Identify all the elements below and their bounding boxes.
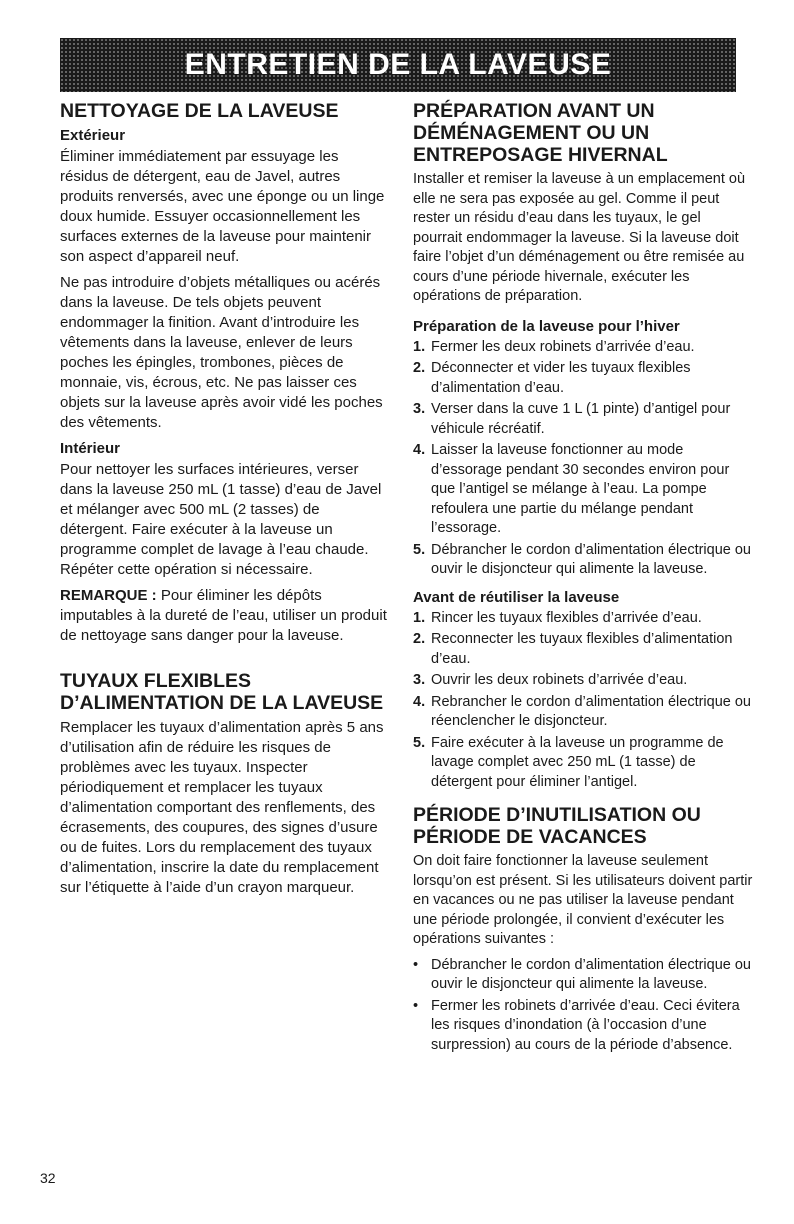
- step-number: 3.: [413, 401, 426, 417]
- prep-heading-line-1: PRÉPARATION AVANT UN: [413, 100, 655, 122]
- list-item: [413, 338, 753, 358]
- cleaning-heading: NETTOYAGE DE LA LAVEUSE: [60, 100, 339, 122]
- note-text: Pour éliminer les dépôts imputables à la dureté de l’eau, utiliser un produit de nettoyage sans danger pour la laveuse.: [60, 587, 387, 644]
- page-number: 32: [40, 1170, 56, 1186]
- note-label: REMARQUE :: [60, 587, 157, 604]
- step-text: Verser dans la cuve 1 L (1 pinte) d’antigel pour véhicule récréatif.: [431, 401, 731, 437]
- right-column: [413, 100, 753, 1063]
- step-text: Déconnecter et vider les tuyaux flexibles d’alimentation d’eau.: [431, 360, 691, 396]
- hoses-heading-line-2: D’ALIMENTATION DE LA LAVEUSE: [60, 692, 384, 714]
- vacation-heading-line-1: PÉRIODE D’INUTILISATION OU: [413, 804, 701, 826]
- section-banner: [60, 38, 736, 92]
- step-text: Reconnecter les tuyaux flexibles d’alimentation d’eau.: [431, 631, 733, 667]
- list-item: [413, 609, 753, 629]
- interior-paragraph: Pour nettoyer les surfaces intérieures, verser dans la laveuse 250 mL (1 tasse) d’eau de Javel et mélanger avec 500 mL (2 tasses) de détergent. Faire exécuter à la laveuse un programme complet de lavage à l’eau chaude. Répéter cette opération si nécessaire.: [60, 461, 382, 578]
- list-item: [413, 441, 753, 539]
- vacation-heading: [413, 804, 753, 848]
- bullet-mark: •: [413, 997, 419, 1014]
- prep-heading-line-3: ENTREPOSAGE HIVERNAL: [413, 144, 668, 166]
- exterior-paragraph-2: Ne pas introduire d’objets métalliques ou acérés dans la laveuse. De tels objets peuvent endommager la finition. Avant d’introduire les vêtements dans la laveuse, enlever de leurs poches les épingles, trombones, pièces de monnaie, vis, écrous, etc. Ne pas laisser ces objets sur la laveuse après avoir vidé les poches des vêtements.: [60, 274, 383, 431]
- list-item: [413, 400, 753, 439]
- step-text: Faire exécuter à la laveuse un programme de lavage complet avec 250 mL (1 tasse) de détergent pour éliminer l’antigel.: [431, 734, 724, 790]
- winter-subheading: Préparation de la laveuse pour l’hiver: [413, 317, 680, 335]
- list-item: [413, 630, 753, 669]
- step-text: Rebrancher le cordon d’alimentation électrique ou réenclencher le disjoncteur.: [431, 693, 751, 729]
- hoses-heading: [60, 670, 390, 714]
- step-text: Rincer les tuyaux flexibles d’arrivée d’eau.: [431, 609, 702, 626]
- step-number: 5.: [413, 734, 426, 751]
- prep-heading-line-2: DÉMÉNAGEMENT OU UN: [413, 122, 650, 144]
- prep-paragraph: Installer et remiser la laveuse à un emplacement où elle ne sera pas exposée au gel. Comme il peut rester un résidu d’eau dans les tuyaux, le gel pourrait endommager la laveuse. Si la laveuse doit faire l’objet d’un déménagement ou être remisée au cours d’une période hivernale, exécuter les opérations de préparation.: [413, 171, 746, 304]
- step-number: 5.: [413, 541, 426, 558]
- list-item: [413, 997, 753, 1056]
- step-text: Ouvrir les deux robinets d’arrivée d’eau.: [431, 672, 688, 688]
- list-item: [413, 734, 753, 793]
- list-item: [413, 693, 753, 732]
- vacation-bullets: [413, 956, 753, 1056]
- step-number: 1.: [413, 609, 426, 626]
- step-number: 4.: [413, 693, 426, 710]
- list-item: [413, 541, 753, 580]
- note-paragraph: [60, 586, 390, 646]
- reuse-steps-list: [413, 609, 753, 793]
- page-title: ENTRETIEN DE LA LAVEUSE: [184, 48, 612, 81]
- bullet-text: Fermer les robinets d’arrivée d’eau. Ceci évitera les risques d’inondation (à l’occasion d’une surpression) au cours de la période d’absence.: [431, 997, 740, 1053]
- list-item: [413, 956, 753, 995]
- step-text: Fermer les deux robinets d’arrivée d’eau.: [431, 338, 695, 355]
- exterior-subheading: Extérieur: [60, 127, 126, 144]
- bullet-text: Débrancher le cordon d’alimentation électrique ou ouvir le disjoncteur qui alimente la laveuse.: [431, 956, 751, 992]
- prep-heading: [413, 100, 753, 166]
- bullet-mark: •: [413, 956, 419, 973]
- step-number: 2.: [413, 360, 426, 376]
- list-item: [413, 671, 753, 691]
- step-number: 1.: [413, 338, 426, 355]
- hoses-paragraph: Remplacer les tuyaux d’alimentation après 5 ans d’utilisation afin de réduire les risques de problèmes avec les tuyaux. Inspecter périodiquement et remplacer les tuyaux d’alimentation comportant des renflements, des écrasements, des coupures, des signes d’usure ou de fuites. Lors du remplacement des tuyaux d’alimentation, inscrire la date du remplacement sur l’étiquette à l’aide d’un crayon marqueur.: [60, 719, 384, 896]
- exterior-paragraph-1: Éliminer immédiatement par essuyage les résidus de détergent, eau de Javel, autres produits renversés, avec une éponge ou un linge doux humide. Essuyer occasionnellement les surfaces externes de la laveuse pour maintenir son aspect d’appareil neuf.: [60, 148, 385, 265]
- interior-subheading: Intérieur: [60, 440, 121, 457]
- list-item: [413, 359, 753, 398]
- step-number: 4.: [413, 442, 426, 458]
- winter-steps-list: [413, 338, 753, 580]
- step-number: 2.: [413, 631, 426, 647]
- step-number: 3.: [413, 672, 426, 688]
- step-text: Débrancher le cordon d’alimentation électrique ou ouvir le disjoncteur qui alimente la laveuse.: [431, 541, 751, 577]
- vacation-paragraph: On doit faire fonctionner la laveuse seulement lorsqu’on est présent. Si les utilisateurs doivent partir en vacances ou ne pas utiliser la laveuse pendant une période prolongée, il convient d’exécuter les opérations suivantes :: [413, 853, 753, 947]
- vacation-heading-line-2: PÉRIODE DE VACANCES: [413, 826, 647, 848]
- hoses-heading-line-1: TUYAUX FLEXIBLES: [60, 670, 252, 692]
- reuse-subheading: Avant de réutiliser la laveuse: [413, 588, 620, 606]
- step-text: Laisser la laveuse fonctionner au mode d’essorage pendant 30 secondes environ pour que l’antigel se mélange à l’eau. La pompe refoulera une partie du mélange pendant l’essorage.: [431, 442, 730, 536]
- left-column: [60, 100, 390, 904]
